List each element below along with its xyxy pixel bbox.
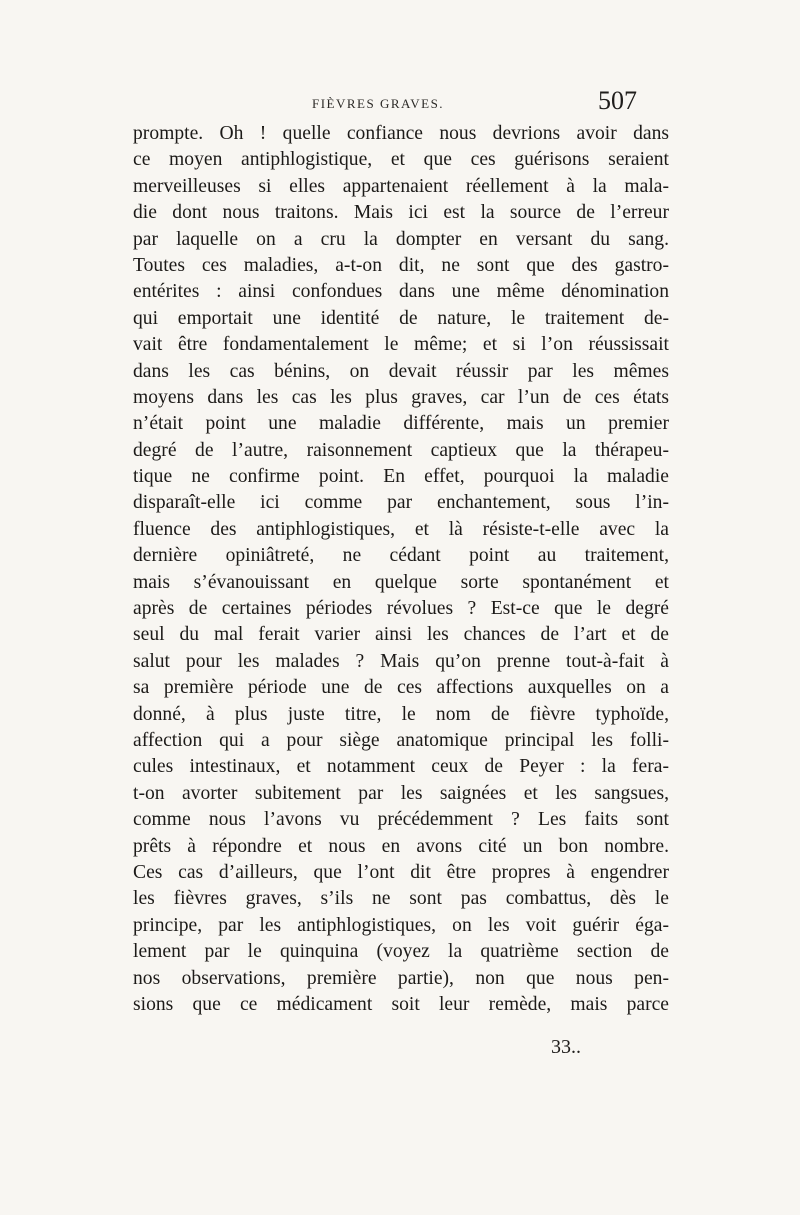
page-number: 507 (598, 86, 637, 115)
text-line: entérites : ainsi confondues dans une même dénomination (133, 281, 669, 303)
text-line: comme nous l’avons vu précédemment ? Les faits sont (133, 809, 669, 831)
text-line: prompte. Oh ! quelle confiance nous devrions avoir dans (133, 123, 669, 144)
text-line: principe, par les antiphlogistiques, on les voit guérir éga- (133, 914, 669, 936)
text-line: moyens dans les cas les plus graves, car l’un de ces états (133, 386, 669, 408)
text-line: degré de l’autre, raisonnement captieux que la thérapeu- (133, 439, 669, 461)
text-line: Toutes ces maladies, a-t-on dit, ne sont que des gastro- (133, 254, 669, 276)
text-line: sa première période une de ces affections auxquelles on a (133, 677, 669, 699)
text-line: mais s’évanouissant en quelque sorte spontanément et (133, 571, 669, 593)
text-line: affection qui a pour siège anatomique principal les folli- (133, 729, 669, 751)
text-line: prêts à répondre et nous en avons cité un bon nombre. (133, 835, 669, 857)
text-line: donné, à plus juste titre, le nom de fièvre typhoïde, (133, 703, 669, 725)
signature-mark: 33.. (551, 1036, 581, 1058)
text-line: cules intestinaux, et notamment ceux de Peyer : la fera- (133, 756, 669, 778)
text-line: dernière opiniâtreté, ne cédant point au traitement, (133, 545, 669, 567)
running-title: FIÈVRES GRAVES. (312, 96, 445, 111)
text-line: sions que ce médicament soit leur remède, mais parce (133, 993, 669, 1015)
text-line: seul du mal ferait varier ainsi les chances de l’art et de (133, 624, 669, 646)
text-line: vait être fondamentalement le même; et si l’on réussissait (133, 334, 669, 356)
text-line: lement par le quinquina (voyez la quatrième section de (133, 941, 669, 963)
body-text (133, 121, 669, 1018)
text-line: après de certaines périodes révolues ? Est-ce que le degré (133, 598, 669, 620)
text-line: merveilleuses si elles appartenaient réellement à la mala- (133, 175, 669, 197)
text-line: Ces cas d’ailleurs, que l’ont dit être propres à engendrer (133, 861, 669, 883)
text-line: fluence des antiphlogistiques, et là résiste-t-elle avec la (133, 518, 669, 540)
text-line: les fièvres graves, s’ils ne sont pas combattus, dès le (133, 888, 669, 910)
text-line: qui emportait une identité de nature, le traitement de- (133, 307, 669, 329)
text-line: ce moyen antiphlogistique, et que ces guérisons seraient (133, 149, 669, 171)
text-line: tique ne confirme point. En effet, pourquoi la maladie (133, 466, 669, 488)
text-line: disparaît-elle ici comme par enchantement, sous l’in- (133, 492, 669, 514)
text-line: par laquelle on a cru la dompter en versant du sang. (133, 228, 669, 250)
text-line: die dont nous traitons. Mais ici est la source de l’erreur (133, 202, 669, 224)
text-line: nos observations, première partie), non que nous pen- (133, 967, 669, 989)
text-line: t-on avorter subitement par les saignées et les sangsues, (133, 782, 669, 804)
text-line: salut pour les malades ? Mais qu’on prenne tout-à-fait à (133, 650, 669, 672)
text-line: dans les cas bénins, on devait réussir par les mêmes (133, 360, 669, 382)
text-line: n’était point une maladie différente, mais un premier (133, 413, 669, 435)
